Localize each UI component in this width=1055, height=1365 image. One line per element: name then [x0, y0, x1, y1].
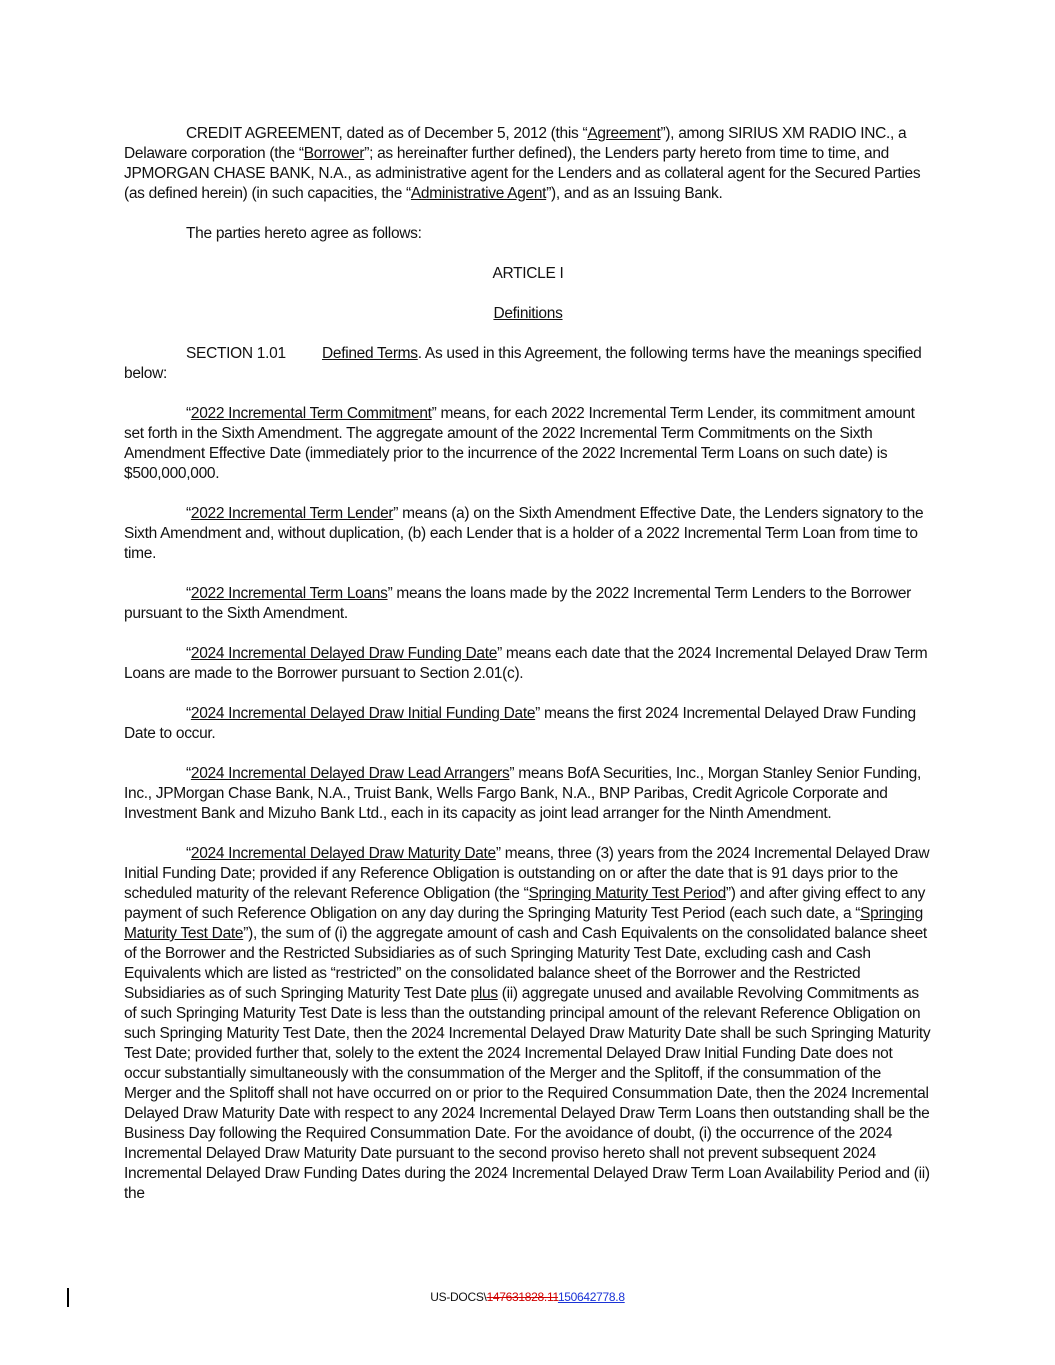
footer-deleted-number: 147631828.11 — [486, 1290, 558, 1304]
defined-term-administrative-agent: Administrative Agent — [410, 185, 547, 202]
document-footer — [0, 1290, 1055, 1304]
defined-term: 2024 Incremental Delayed Draw Initial Funding Date — [190, 705, 536, 722]
definition-text: ” means the loans made by the 2022 Incremental Term Lenders to the Borrower pursuant to the Sixth Amendment. — [124, 585, 912, 622]
intro-text-3: ”; as hereinafter further defined), the Lenders party hereto from time to time, and JPMORGAN CHASE BANK, N.A., as administrative agent for the Lenders and as collateral agent for the Secured Parties (as defined herein) (in such capacities, the “ — [124, 145, 921, 202]
defined-term-springing-date: Springing Maturity Test Date — [124, 905, 923, 942]
defined-term: 2024 Incremental Delayed Draw Lead Arrangers — [190, 765, 510, 782]
open-quote: “ — [186, 585, 191, 602]
definition-paragraph — [124, 504, 932, 564]
section-text: . As used in this Agreement, the following terms have the meanings specified below: — [124, 345, 922, 382]
defined-term: 2024 Incremental Delayed Draw Funding Date — [190, 645, 498, 662]
definition-text: ”), the sum of (i) the aggregate amount of cash and Cash Equivalents on the consolidated balance sheet of the Borrower and the Restricted Subsidiaries as of such Springing Maturity Test Date, excluding cash and Cash Equivalents which are listed as “restricted” on the consolidated balance sheet of the Borrower and the Restricted Subsidiaries as of such Springing Maturity Test Date — [124, 925, 927, 1002]
article-heading: ARTICLE I — [492, 265, 564, 282]
definition-text: ” means BofA Securities, Inc., Morgan Stanley Senior Funding, Inc., JPMorgan Chase Bank, N.A., Truist Bank, Wells Fargo Bank, N.A., BNP Paribas, Credit Agricole Corporate and Investment Bank and Mizuho Bank Ltd., each in its capacity as joint lead arranger for the Ninth Amendment. — [124, 765, 922, 822]
document-page — [124, 124, 932, 1224]
defined-term-springing-period: Springing Maturity Test Period — [528, 885, 726, 902]
open-quote: “ — [186, 645, 191, 662]
defined-term: 2022 Incremental Term Loans — [190, 585, 388, 602]
definition-paragraph — [124, 764, 932, 824]
defined-term: 2022 Incremental Term Commitment — [190, 405, 432, 422]
section-number: SECTION 1.01 — [186, 345, 286, 362]
plus-emphasis: plus — [470, 985, 498, 1002]
definition-paragraph-maturity — [124, 844, 932, 1204]
intro-paragraph — [124, 124, 932, 204]
definition-text: ” means (a) on the Sixth Amendment Effective Date, the Lenders signatory to the Sixth Amendment and, without duplication, (b) each Lender that is a holder of a 2022 Incremental Term Loan from time to time. — [124, 505, 924, 562]
defined-term: 2024 Incremental Delayed Draw Maturity Date — [190, 845, 496, 862]
open-quote: “ — [186, 705, 191, 722]
article-subheading — [124, 304, 932, 324]
defined-term-agreement: Agreement — [587, 125, 661, 142]
definition-paragraph — [124, 404, 932, 484]
defined-term: 2022 Incremental Term Lender — [190, 505, 394, 522]
section-title: Defined Terms — [322, 345, 418, 362]
section-1-01 — [124, 344, 932, 384]
open-quote: “ — [186, 505, 191, 522]
intro-text-2: ”), among SIRIUS XM RADIO INC., a Delaware corporation (the “ — [124, 125, 907, 162]
definition-text: (ii) aggregate unused and available Revolving Commitments as of such Springing Maturity Test Date is less than the outstanding principal amount of the relevant Reference Obligation on such Springing Maturity Test Date, then the 2024 Incremental Delayed Draw Maturity Date shall be such Springing Maturity Test Date; provided further that, solely to the extent the 2024 Incremental Delayed Draw Initial Funding Date does not occur substantially simultaneously with the consummation of the Merger and the Splitoff, if the consummation of the Merger and the Splitoff shall not have occurred on or prior to the Required Consummation Date, then the 2024 Incremental Delayed Draw Maturity Date with respect to any 2024 Incremental Delayed Draw Term Loans then outstanding shall be the Business Day following the Required Consummation Date. For the avoidance of doubt, (i) the occurrence of the 2024 Incremental Delayed Draw Maturity Date pursuant to the second proviso hereto shall not prevent subsequent 2024 Incremental Delayed Draw Funding Dates during the 2024 Incremental Delayed Draw Term Loan Availability Period and (ii) the — [124, 985, 931, 1202]
article-subheading-text: Definitions — [493, 305, 563, 322]
intro-text-4: ”), and as an Issuing Bank. — [546, 185, 723, 202]
definition-text: ” means each date that the 2024 Incremental Delayed Draw Term Loans are made to the Borrower pursuant to Section 2.01(c). — [124, 645, 928, 682]
footer-prefix: US-DOCS\ — [430, 1290, 487, 1304]
definition-text: ”) and after giving effect to any payment of such Reference Obligation on any day during the Springing Maturity Test Period (each such date, a “ — [124, 885, 926, 922]
open-quote: “ — [186, 845, 191, 862]
definition-text: ” means, three (3) years from the 2024 Incremental Delayed Draw Initial Funding Date; provided if any Reference Obligation is outstanding on or after the date that is 91 days prior to the scheduled maturity of the relevant Reference Obligation (the “ — [124, 845, 930, 902]
definition-text: ” means the first 2024 Incremental Delayed Draw Funding Date to occur. — [124, 705, 916, 742]
definition-paragraph — [124, 704, 932, 744]
footer-inserted-number: 150642778.8 — [557, 1290, 625, 1304]
intro-text-1: CREDIT AGREEMENT, dated as of December 5, 2012 (this “ — [186, 125, 588, 142]
definition-paragraph — [124, 644, 932, 684]
open-quote: “ — [186, 405, 191, 422]
open-quote: “ — [186, 765, 191, 782]
defined-term-borrower: Borrower — [303, 145, 365, 162]
definition-paragraph — [124, 584, 932, 624]
agreement-lead-in: The parties hereto agree as follows: — [186, 225, 422, 242]
definition-text: ” means, for each 2022 Incremental Term Lender, its commitment amount set forth in the Sixth Amendment. The aggregate amount of the 2022 Incremental Term Commitments on the Sixth Amendment Effective Date (immediately prior to the incurrence of the 2022 Incremental Term Loans on such date) is $500,000,000. — [124, 405, 915, 482]
